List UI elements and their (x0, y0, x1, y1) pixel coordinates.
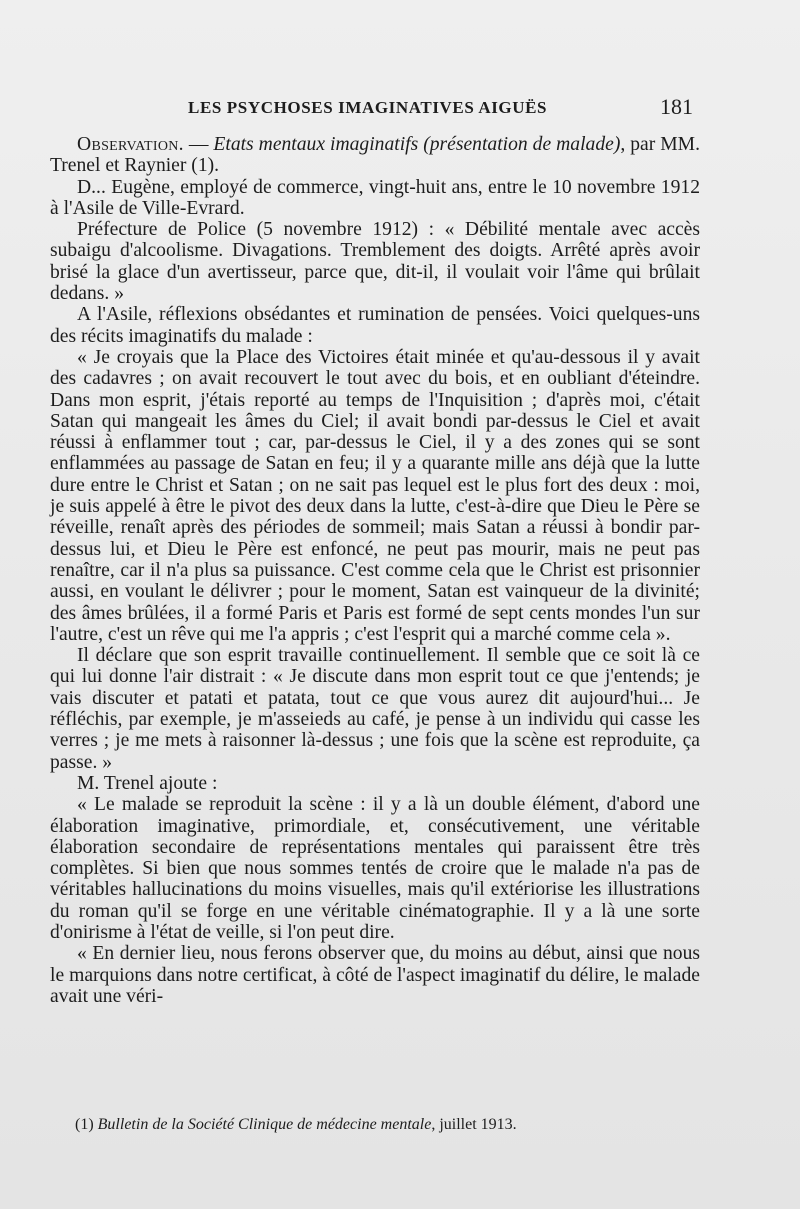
observation-authors: , par MM. Trenel et Raynier (1). (50, 134, 700, 177)
paragraph: A l'Asile, réflexions obsédantes et rumination de pensées. Voici quelques-uns des récits imaginatifs du malade : (50, 304, 700, 347)
paragraph: « En dernier lieu, nous ferons observer que, du moins au début, ainsi que nous le marquions dans notre certificat, à côté de l'aspect imaginatif du délire, le malade avait une véri- (50, 943, 700, 1007)
observation-heading (50, 134, 700, 177)
footnote-title: Bulletin de la Société Clinique de médecine mentale (97, 1116, 432, 1133)
footnote (75, 1115, 715, 1135)
paragraph: Préfecture de Police (5 novembre 1912) : « Débilité mentale avec accès subaigu d'alcoolisme. Divagations. Tremblement des doigts. Arrêté après avoir brisé la glace d'un avertisseur, parce que, dit-il, il voulait voir l'âme qui brûlait dedans. » (50, 219, 700, 305)
running-title: LES PSYCHOSES IMAGINATIVES AIGUËS (188, 98, 548, 117)
paragraph: M. Trenel ajoute : (77, 772, 218, 794)
observation-label: Observation. (77, 134, 184, 155)
page-number: 181 (660, 94, 693, 119)
observation-subtitle: (présentation de malade) (418, 134, 621, 155)
paragraph: D... Eugène, employé de commerce, vingt-huit ans, entre le 10 novembre 1912 à l'Asile de Ville-Evrard. (50, 176, 700, 219)
footnote-date: , juillet 1913. (431, 1116, 517, 1133)
page-body (50, 134, 700, 1007)
observation-title: Etats mentaux imaginatifs (213, 134, 419, 155)
footnote-marker: (1) (75, 1116, 98, 1133)
paragraph: « Je croyais que la Place des Victoires était minée et qu'au-dessous il y avait des cadavres ; on avait recouvert le tout avec du bois, et en oubliant d'éteindre. Dans mon esprit, j'étais reporté au temps de l'Inquisition ; d'après moi, c'était Satan qui mangeait les âmes du Ciel; il avait bondi par-dessus le Ciel et avait réussi à enflammer tout ; car, par-dessus le Ciel, il y a des zones qui se sont enflammées au passage de Satan en feu; il y a quarante mille ans déjà que la lutte dure entre le Christ et Satan ; on ne sait pas lequel est le plus fort des deux : moi, je suis appelé à être le pivot des deux dans la lutte, c'est-à-dire que Dieu le Père se réveille, renaît après des périodes de sommeil; mais Satan a réussi à bondir par-dessus lui, et Dieu le Père est enfoncé, ne peut pas mourir, mais ne peut pas renaître, car il n'a plus sa puissance. C'est comme cela que le Christ est prisonnier aussi, en voulant le délivrer ; pour le moment, Satan est vainqueur de la divinité; des âmes brûlées, il a formé Paris et Paris est formé de sept cents mondes l'un sur l'autre, c'est un rêve qui me l'a appris ; c'est l'esprit qui a marché comme cela ». (50, 346, 700, 645)
paragraph: « Le malade se reproduit la scène : il y a là un double élément, d'abord une élaboration imaginative, primordiale, et, consécutivement, une véritable élaboration secondaire de représentations mentales qui paraissent être très complètes. Si bien que nous sommes tentés de croire que le malade n'a pas de véritables hallucinations du moins visuelles, mais qu'il extériorise les illustrations du roman qu'il se forge en une véritable cinématographie. Il y a là une sorte d'onirisme à l'état de veille, si l'on peut dire. (50, 794, 700, 943)
observation-dash: — (183, 134, 214, 155)
paragraph: Il déclare que son esprit travaille continuellement. Il semble que ce soit là ce qui lui donne l'air distrait : « Je discute dans mon esprit tout ce que j'entends; je vais discuter et patati et patata, tout ce que vous aurez dit aujourd'hui... Je réfléchis, par exemple, je m'asseieds au café, je pense à un individu qui casse les verres ; je me mets à raisonner là-dessus ; une fois que la scène est reproduite, ça passe. » (50, 645, 700, 773)
page-header (0, 94, 800, 124)
